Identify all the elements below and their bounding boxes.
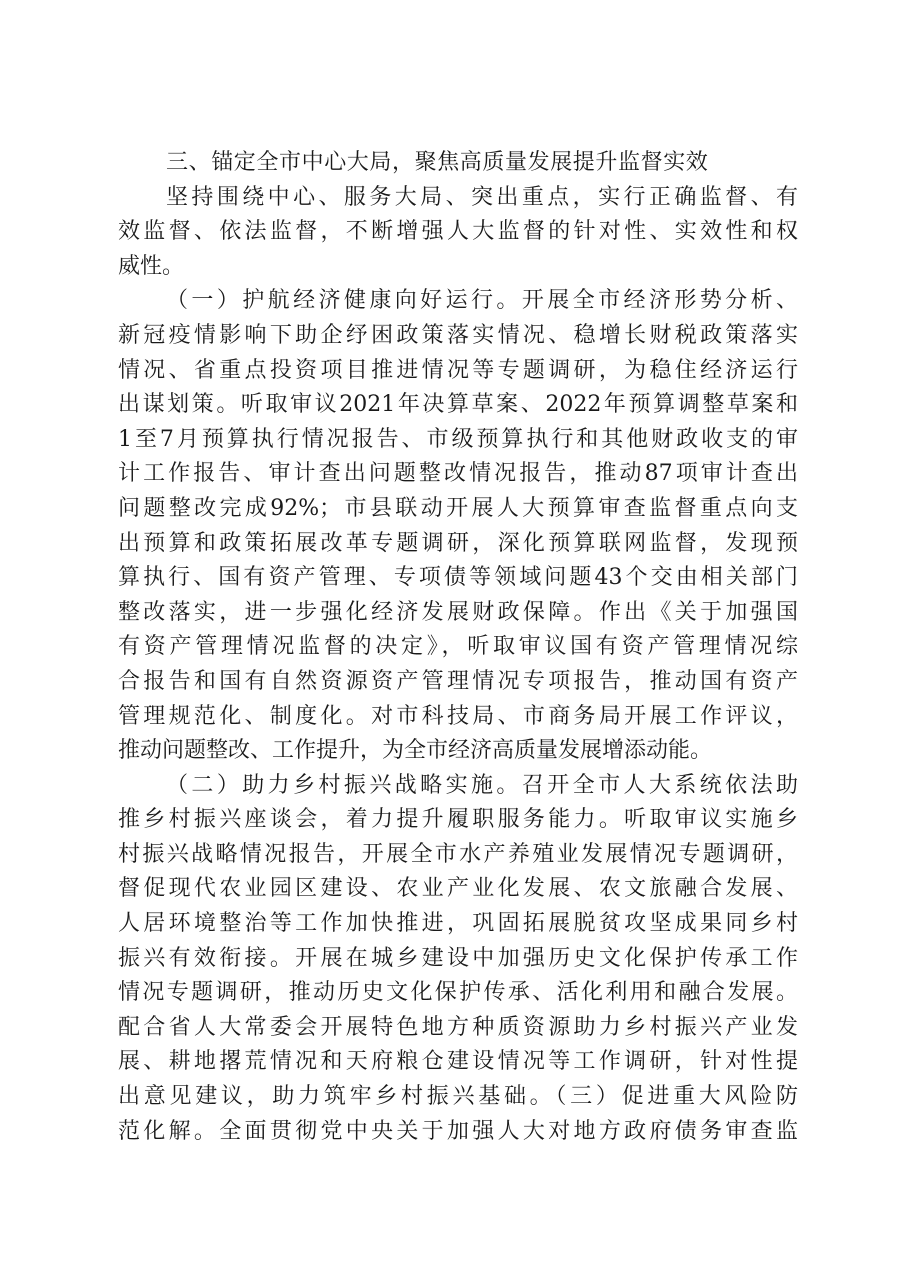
- paragraph-line: 整改落实，进一步强化经济发展财政保障。作出《关于加强国: [118, 599, 798, 625]
- paragraph-line: 问题整改完成92%；市县联动开展人大预算审查监督重点向支: [118, 495, 798, 521]
- paragraph-line: 效监督、依法监督，不断增强人大监督的针对性、实效性和权: [118, 219, 798, 245]
- paragraph-line: 管理规范化、制度化。对市科技局、市商务局开展工作评议，: [118, 703, 798, 729]
- paragraph-line: 村振兴战略情况报告，开展全市水产养殖业发展情况专题调研，: [118, 841, 798, 867]
- document-body: [118, 146, 798, 1149]
- paragraph-line: 情况、省重点投资项目推进情况等专题调研，为稳住经济运行: [118, 357, 798, 383]
- paragraph-line: 威性。: [118, 253, 185, 279]
- paragraph-line: 督促现代农业园区建设、农业产业化发展、农文旅融合发展、: [118, 876, 798, 902]
- paragraph-line: 1至7月预算执行情况报告、市级预算执行和其他财政收支的审: [118, 426, 798, 452]
- paragraph-line: 出意见建议，助力筑牢乡村振兴基础。（三）促进重大风险防: [118, 1084, 798, 1110]
- paragraph-line: 配合省人大常委会开展特色地方种质资源助力乡村振兴产业发: [118, 1014, 798, 1040]
- paragraph-line: 推乡村振兴座谈会，着力提升履职服务能力。听取审议实施乡: [118, 807, 798, 833]
- paragraph-line: 出预算和政策拓展改革专题调研，深化预算联网监督，发现预: [118, 530, 798, 556]
- paragraph-line: 推动问题整改、工作提升，为全市经济高质量发展增添动能。: [118, 738, 713, 764]
- paragraph-line: 坚持围绕中心、服务大局、突出重点，实行正确监督、有: [166, 184, 798, 210]
- section-heading: 三、锚定全市中心大局，聚焦高质量发展提升监督实效: [166, 150, 709, 175]
- paragraph-line: 计工作报告、审计查出问题整改情况报告，推动87项审计查出: [118, 461, 798, 487]
- paragraph-line: 范化解。全面贯彻党中央关于加强人大对地方政府债务审查监: [118, 1118, 798, 1144]
- paragraph-line: 展、耕地撂荒情况和天府粮仓建设情况等工作调研，针对性提: [118, 1049, 798, 1075]
- paragraph-line: （二）助力乡村振兴战略实施。召开全市人大系统依法助: [166, 772, 798, 798]
- paragraph-line: 算执行、国有资产管理、专项债等领域问题43个交由相关部门: [118, 565, 798, 591]
- paragraph-line: 人居环境整治等工作加快推进，巩固拓展脱贫攻坚成果同乡村: [118, 911, 798, 937]
- paragraph-line: 情况专题调研，推动历史文化保护传承、活化利用和融合发展。: [118, 980, 798, 1006]
- paragraph-line: 新冠疫情影响下助企纾困政策落实情况、稳增长财税政策落实: [118, 322, 798, 348]
- paragraph-line: 振兴有效衔接。开展在城乡建设中加强历史文化保护传承工作: [118, 945, 798, 971]
- paragraph-line: 有资产管理情况监督的决定》，听取审议国有资产管理情况综: [118, 634, 798, 660]
- paragraph-line: （一）护航经济健康向好运行。开展全市经济形势分析、: [166, 288, 798, 314]
- paragraph-line: 出谋划策。听取审议2021年决算草案、2022年预算调整草案和: [118, 392, 798, 418]
- paragraph-line: 合报告和国有自然资源资产管理情况专项报告，推动国有资产: [118, 668, 798, 694]
